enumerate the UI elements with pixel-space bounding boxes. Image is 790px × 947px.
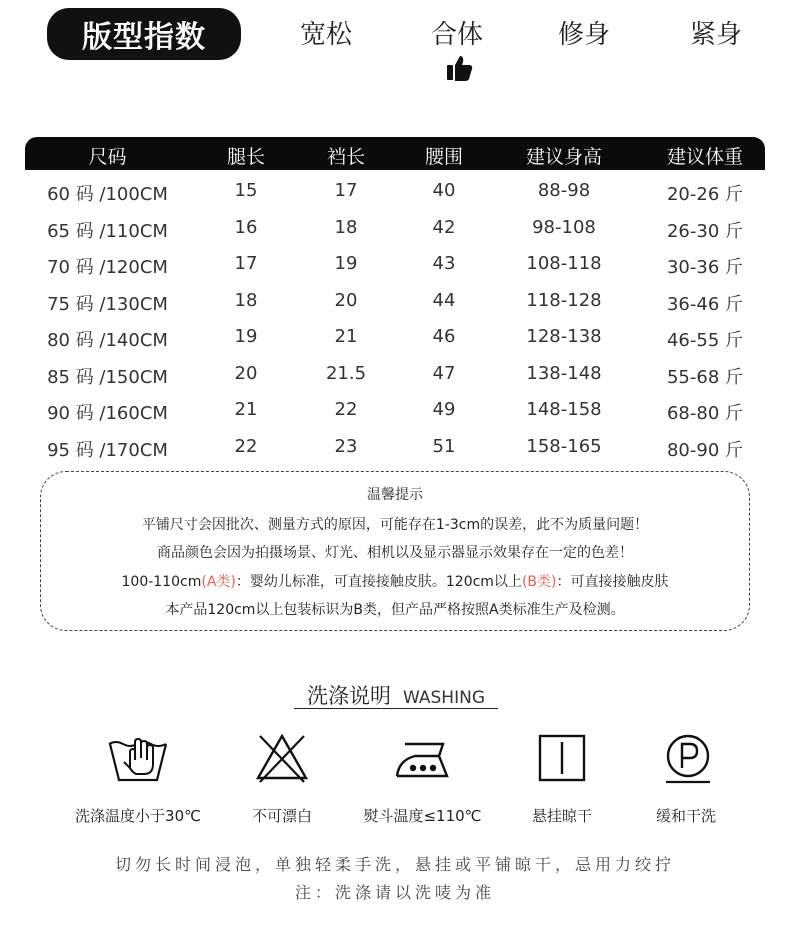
fit-option-regular: 合体 [431, 20, 484, 50]
tips-line-3-c: ：婴幼儿标准，可直接接触皮肤。120cm以上 [235, 574, 522, 590]
tips-line-4: 本产品120cm以上包装标识为B类，但产品严格按照A类标准生产及检测。 [165, 602, 625, 618]
header-height: 建议身高 [525, 146, 602, 168]
cell-size: 60 码 /100CM [47, 184, 168, 205]
cell-size: 95 码 /170CM [47, 439, 168, 461]
tips-line-1: 平铺尺寸会因批次、测量方式的原因，可能存在1-3cm的误差，此不为质量问题！ [141, 517, 649, 533]
dry-clean-p-icon [656, 730, 720, 786]
table-row [25, 246, 765, 282]
cell-height: 128-138 [526, 326, 602, 347]
cell-height: 158-165 [526, 435, 602, 457]
hang-dry-label: 悬挂晾干 [531, 807, 592, 825]
table-row [25, 173, 765, 209]
cell-leg-length: 18 [234, 289, 258, 311]
cell-weight: 20-26 斤 [666, 184, 744, 205]
washing-note-1: 切勿长时间浸泡，单独轻柔手洗，悬挂或平铺晾干，忌用力绞拧 [114, 855, 675, 874]
fit-option-loose: 宽松 [300, 20, 353, 50]
cell-waist: 43 [432, 253, 456, 274]
fit-option-slim: 修身 [558, 20, 611, 50]
cell-height: 98-108 [532, 216, 596, 238]
cell-waist: 47 [432, 362, 456, 384]
cell-rise: 22 [334, 399, 358, 420]
table-row [25, 429, 765, 465]
washing-title-cn: 洗涤说明 [307, 684, 391, 708]
cell-waist: 42 [432, 216, 456, 238]
cell-size: 85 码 /150CM [47, 366, 168, 388]
cell-rise: 17 [334, 180, 358, 201]
tips-line-3-a: 100-110cm [121, 574, 202, 590]
table-row [25, 356, 765, 392]
cell-waist: 46 [432, 326, 456, 347]
cell-weight: 80-90 斤 [666, 439, 744, 461]
iron-label: 熨斗温度≤110℃ [363, 807, 482, 825]
dry-clean-label: 缓和干洗 [655, 807, 716, 825]
size-table-header [25, 137, 765, 170]
hand-wash-label: 洗涤温度小于30℃ [75, 807, 201, 825]
cell-weight: 55-68 斤 [666, 366, 744, 388]
table-row [25, 392, 765, 428]
cell-height: 88-98 [537, 180, 591, 201]
header-rise: 裆长 [326, 146, 365, 168]
cell-size: 80 码 /140CM [47, 330, 168, 351]
washing-note-2: 注：洗涤请以洗唛为准 [294, 883, 495, 902]
cell-leg-length: 22 [234, 435, 258, 457]
thumbs-up-icon [446, 54, 474, 82]
cell-weight: 68-80 斤 [666, 403, 744, 424]
cell-height: 118-128 [526, 289, 602, 311]
cell-height: 148-158 [526, 399, 602, 420]
table-row [25, 283, 765, 319]
cell-waist: 49 [432, 399, 456, 420]
cell-leg-length: 19 [234, 326, 258, 347]
cell-weight: 36-46 斤 [666, 293, 744, 315]
cell-size: 70 码 /120CM [47, 257, 168, 278]
cell-leg-length: 21 [234, 399, 258, 420]
cell-waist: 40 [432, 180, 456, 201]
cell-weight: 46-55 斤 [666, 330, 744, 351]
header-waist: 腰围 [424, 146, 463, 168]
cell-weight: 26-30 斤 [666, 220, 744, 242]
no-bleach-icon [250, 730, 314, 786]
washing-title [294, 680, 498, 709]
iron-icon [391, 730, 455, 786]
cell-leg-length: 20 [234, 362, 258, 384]
cell-weight: 30-36 斤 [666, 257, 744, 278]
fit-option-tight: 紧身 [690, 20, 743, 50]
class-b-tag: (B类) [521, 574, 557, 590]
cell-leg-length: 16 [234, 216, 258, 238]
tips-line-2: 商品颜色会因为拍摄场景、灯光、相机以及显示器显示效果存在一定的色差！ [157, 545, 633, 561]
cell-height: 108-118 [526, 253, 602, 274]
tips-title: 温馨提示 [367, 487, 423, 503]
hang-dry-icon [530, 730, 594, 786]
cell-waist: 44 [432, 289, 456, 311]
fit-index-title: 版型指数 [47, 8, 241, 60]
washing-title-en: WASHING [403, 688, 485, 708]
header-size: 尺码 [88, 146, 127, 168]
cell-height: 138-148 [526, 362, 602, 384]
cell-size: 65 码 /110CM [47, 220, 168, 242]
cell-size: 75 码 /130CM [47, 293, 168, 315]
tips-line-3 [41, 571, 749, 591]
header-leg-length: 腿长 [226, 146, 265, 168]
cell-rise: 21.5 [325, 362, 367, 384]
class-a-tag: (A类) [201, 574, 236, 590]
cell-rise: 23 [334, 435, 358, 457]
cell-rise: 19 [334, 253, 358, 274]
tips-box [40, 471, 750, 631]
hand-wash-icon [106, 730, 170, 786]
cell-leg-length: 17 [234, 253, 258, 274]
tips-line-3-e: ：可直接接触皮肤 [556, 574, 669, 590]
table-row [25, 319, 765, 355]
table-row [25, 210, 765, 246]
cell-rise: 20 [334, 289, 358, 311]
no-bleach-label: 不可漂白 [251, 807, 312, 825]
cell-waist: 51 [432, 435, 456, 457]
cell-rise: 21 [334, 326, 358, 347]
header-weight: 建议体重 [666, 146, 743, 168]
cell-rise: 18 [334, 216, 358, 238]
cell-leg-length: 15 [234, 180, 258, 201]
cell-size: 90 码 /160CM [47, 403, 168, 424]
